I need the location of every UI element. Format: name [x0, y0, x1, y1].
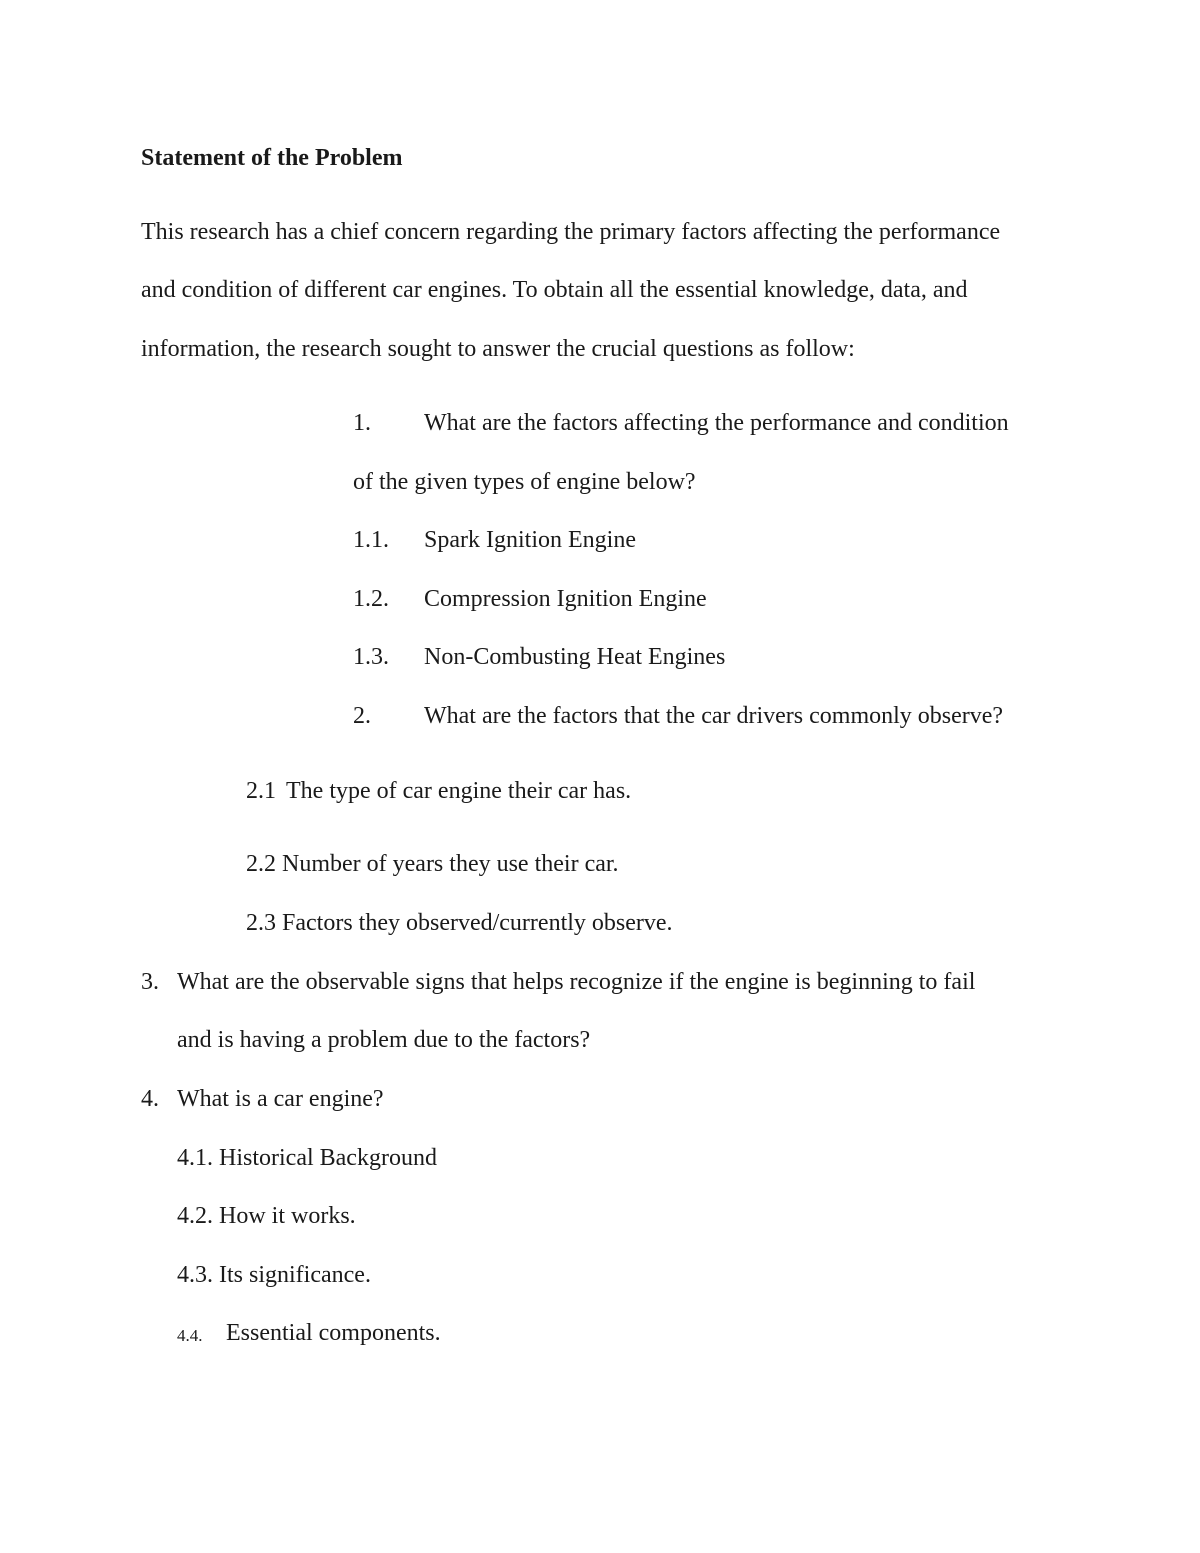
q3-number: 3.: [141, 969, 159, 995]
q2-sub-3-number: 2.3: [246, 910, 276, 936]
q1-sub-3-number: 1.3.: [353, 644, 389, 670]
q1-sub-3-text: Non-Combusting Heat Engines: [424, 644, 726, 670]
q2-sub-1-number: 2.1: [246, 778, 276, 804]
q2-sub-1-text: The type of car engine their car has.: [286, 778, 632, 804]
q4-sub-2-number: 4.2.: [177, 1203, 213, 1229]
q4-text: What is a car engine?: [177, 1086, 384, 1112]
q4-sub-4-number: 4.4.: [177, 1326, 203, 1345]
q1-sub-1-text: Spark Ignition Engine: [424, 527, 636, 553]
q1-text-line-2: of the given types of engine below?: [353, 469, 696, 495]
q1-sub-2-number: 1.2.: [353, 586, 389, 612]
intro-line-3: information, the research sought to answer the crucial questions as follow:: [141, 336, 855, 362]
page-title: Statement of the Problem: [141, 145, 403, 171]
intro-line-1: This research has a chief concern regarding the primary factors affecting the performance: [141, 219, 1001, 245]
q1-text-line-1: What are the factors affecting the performance and condition: [424, 410, 1009, 436]
q3-text-line-1: What are the observable signs that helps recognize if the engine is beginning to fail: [177, 969, 976, 995]
q4-sub-3-number: 4.3.: [177, 1262, 213, 1288]
q2-sub-2-number: 2.2: [246, 851, 276, 877]
q1-number: 1.: [353, 410, 371, 436]
q2-sub-3-text: Factors they observed/currently observe.: [282, 910, 673, 936]
q1-sub-2-text: Compression Ignition Engine: [424, 586, 707, 612]
q4-sub-2-text: How it works.: [219, 1203, 356, 1229]
q3-text-line-2: and is having a problem due to the factors?: [177, 1027, 591, 1053]
q2-sub-2-text: Number of years they use their car.: [282, 851, 619, 877]
q4-sub-1-text: Historical Background: [219, 1145, 437, 1171]
q1-sub-1-number: 1.1.: [353, 527, 389, 553]
q2-number: 2.: [353, 703, 371, 729]
q4-sub-1-number: 4.1.: [177, 1145, 213, 1171]
intro-line-2: and condition of different car engines. To obtain all the essential knowledge, data, and: [141, 277, 968, 303]
q4-number: 4.: [141, 1086, 159, 1112]
q4-sub-4-text: Essential components.: [226, 1320, 441, 1346]
q4-sub-3-text: Its significance.: [219, 1262, 371, 1288]
q2-text: What are the factors that the car drivers commonly observe?: [424, 703, 1004, 729]
